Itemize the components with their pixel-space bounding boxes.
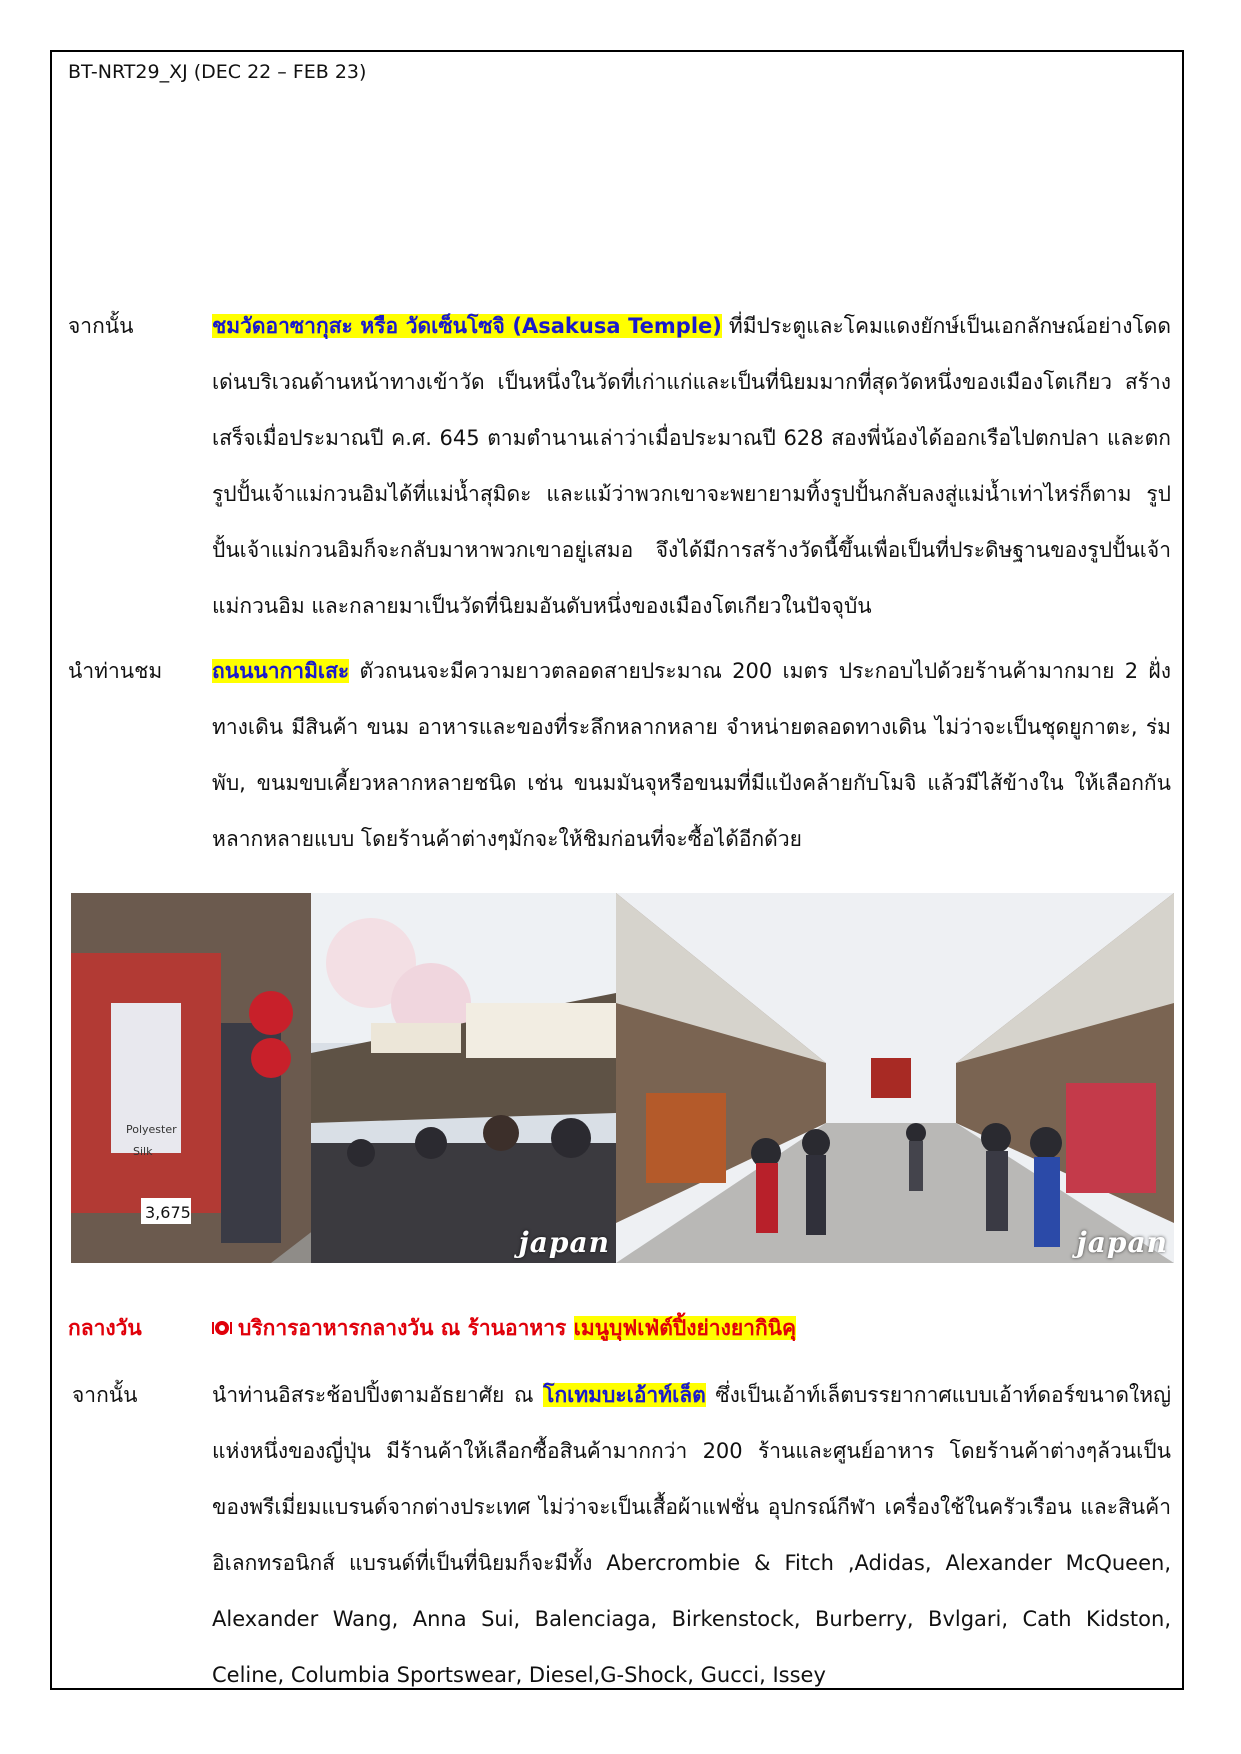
section-body (212, 298, 1171, 634)
photo-nakamise-right (616, 893, 1174, 1263)
fabric-sign: Polyester (126, 1123, 177, 1136)
section-text: ที่มีประตูและโคมแดงยักษ์เป็นเอกลักษณ์อย่างโดดเด่นบริเวณด้านหน้าทางเข้าวัด เป็นหนึ่งในวัดที่เก่าแก่และเป็นที่นิยมมากที่สุดวัดหนึ่งของเมืองโตเกียว สร้างเสร็จเมื่อประมาณปี ค.ศ. 645 ตามตำนานเล่าว่าเมื่อประมาณปี 628 สองพี่น้องได้ออกเรือไปตกปลา และตกรูปปั้นเจ้าแม่กวนอิมได้ที่แม่น้ำสุมิดะ และแม้ว่าพวกเขาจะพยายามทิ้งรูปปั้นกลับลงสู่แม่น้ำเท่าไหร่ก็ตาม รูปปั้นเจ้าแม่กวนอิมก็จะกลับมาหาพวกเขาอยู่เสมอ จึงได้มีการสร้างวัดนี้ขึ้นเพื่อเป็นที่ประดิษฐานของรูปปั้นเจ้าแม่กวนอิม และกลายมาเป็นวัดที่นิยมอันดับหนึ่งของเมืองโตเกียวในปัจจุบัน (212, 314, 1172, 618)
tour-code: BT-NRT29_XJ (DEC 22 – FEB 23) (68, 61, 367, 83)
section-text: ตัวถนนจะมีความยาวตลอดสายประมาณ 200 เมตร ประกอบไปด้วยร้านค้ามากมาย 2 ฝั่งทางเดิน มีสินค้า ขนม อาหารและของที่ระลึกหลากหลาย จำหน่ายตลอดทางเดิน ไม่ว่าจะเป็นชุดยูกาตะ, ร่มพับ, ขนมขบเคี้ยวหลากหลายชนิด เช่น ขนมมันจุหรือขนมที่มีแป้งคล้ายกับโมจิ แล้วมีไส้ข้างใน ให้เลือกกันหลากหลายแบบ โดยร้านค้าต่างๆมักจะให้ชิมก่อนที่จะซื้อได้อีกด้วย (212, 659, 1171, 851)
street-photo-left (71, 893, 616, 1263)
highlight-asakusa: ชมวัดอาซากุสะ หรือ วัดเซ็นโซจิ (Asakusa Temple) (212, 314, 722, 338)
lunch-highlight: เมนูบุฟเฟ่ต์ปิ้งย่างยากินิคุ (573, 1316, 797, 1340)
lunch-text: บริการอาหารกลางวัน ณ ร้านอาหาร (238, 1316, 574, 1340)
highlight-nakamise: ถนนนากามิเสะ (212, 659, 350, 683)
section-label: นำท่านชม (68, 659, 163, 683)
photo-nakamise-left (71, 893, 616, 1263)
section-lead: นำท่านอิสระช้อปปิ้งตามอัธยาศัย ณ (212, 1383, 544, 1407)
meal-icon (212, 1318, 232, 1338)
street-photo-right (616, 893, 1174, 1263)
fabric-sign-2: Silk (133, 1145, 153, 1158)
photo-strip (71, 893, 1174, 1263)
highlight-gotemba: โกเทมบะเอ้าท์เล็ต (543, 1383, 706, 1407)
section-label: จากนั้น (68, 314, 134, 338)
lunch-body (212, 1308, 1171, 1348)
watermark: japan (1076, 1226, 1168, 1259)
section-text: ซึ่งเป็นเอ้าท์เล็ตบรรยากาศแบบเอ้าท์ดอร์ขนาดใหญ่แห่งหนึ่งของญี่ปุ่น มีร้านค้าให้เลือกซื้อสินค้ามากกว่า 200 ร้านและศูนย์อาหาร โดยร้านค้าต่างๆล้วนเป็นของพรีเมี่ยมแบรนด์จากต่างประเทศ ไม่ว่าจะเป็นเสื้อผ้าแฟชั่น อุปกรณ์กีฬา เครื่องใช้ในครัวเรือน และสินค้าอิเลกทรอนิกส์ แบรนด์ที่เป็นที่นิยมก็จะมีทั้ง Abercrombie & Fitch ,Adidas, Alexander McQueen, Alexander Wang, Anna Sui, Balenciaga, Birkenstock, Burberry, Bvlgari, Cath Kidston, Celine, Columbia Sportswear, Diesel,G-Shock, Gucci, Issey (212, 1383, 1172, 1687)
section-body (212, 1367, 1171, 1703)
watermark: japan (518, 1226, 610, 1259)
price-sign: 3,675 (145, 1203, 191, 1222)
section-body (212, 643, 1171, 867)
lunch-label: กลางวัน (68, 1316, 142, 1340)
section-label: จากนั้น (72, 1383, 138, 1407)
